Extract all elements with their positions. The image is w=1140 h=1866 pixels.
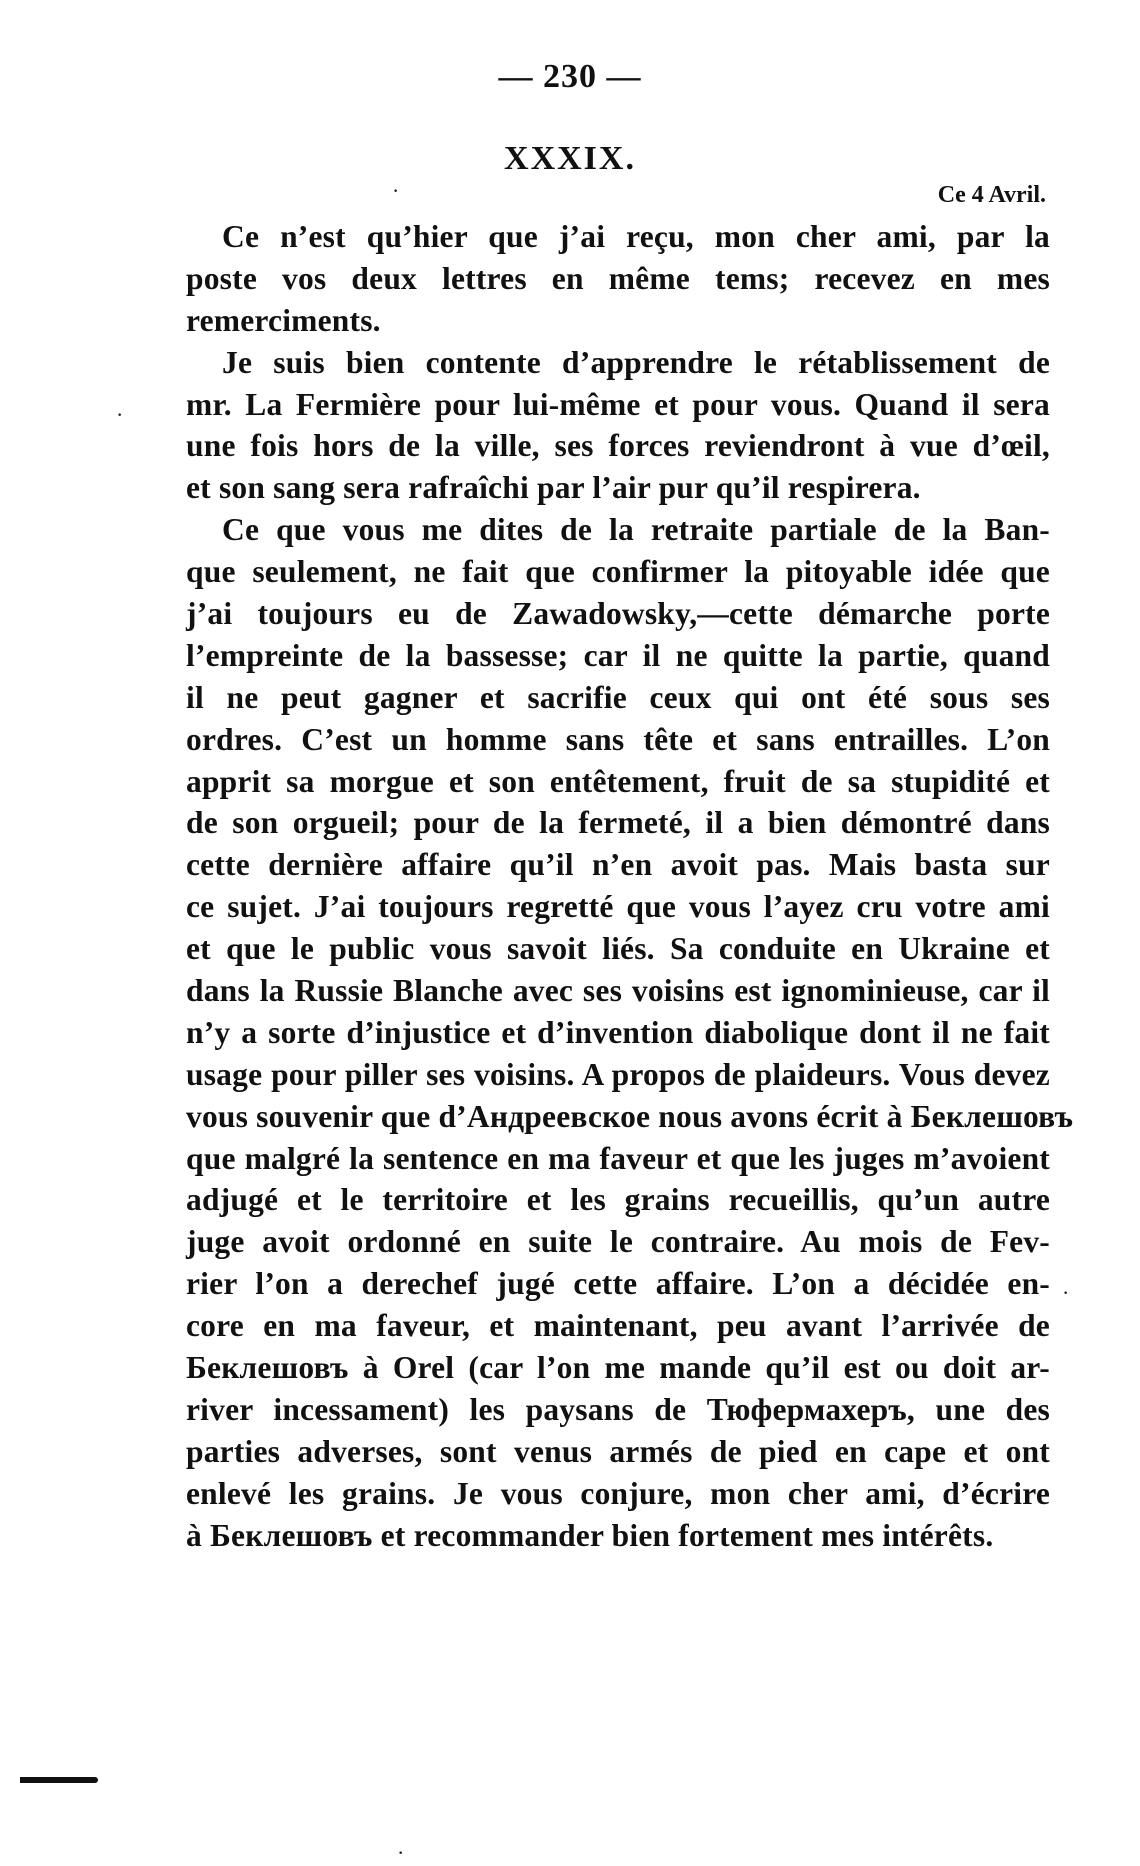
page-number: — 230 — — [498, 58, 642, 95]
paragraph-3 — [186, 509, 1074, 1556]
text-line: ordres. C’est un homme sans tête et sans entrailles. L’on — [186, 721, 1050, 757]
text-line: apprit sa morgue et son entêtement, fruit de sa stupidité et — [186, 763, 1050, 799]
text-line: que malgré la sentence en ma faveur et que les juges m’avoient — [186, 1140, 1050, 1176]
margin-dot: · — [397, 1840, 405, 1865]
text-line: Je suis bien contente d’apprendre le rétablissement de — [222, 344, 1050, 380]
text-line: il ne peut gagner et sacrifie ceux qui ont été sous ses — [186, 679, 1050, 715]
text-line: juge avoit ordonné en suite le contraire. Au mois de Fev- — [186, 1224, 1050, 1260]
text-line: poste vos deux lettres en même tems; recevez en mes — [186, 260, 1050, 296]
text-line: et son sang sera rafraîchi par l’air pur qu’il respirera. — [186, 470, 921, 506]
text-line: adjugé et le territoire et les grains recueillis, qu’un autre — [186, 1182, 1050, 1218]
text-line: ce sujet. J’ai toujours regretté que vous l’ayez cru votre ami — [186, 889, 1050, 925]
text-line: l’empreinte de la bassesse; car il ne quitte la partie, quand — [186, 637, 1050, 673]
text-line: Беклешовъ à Orel (car l’on me mande qu’il est ou doit ar- — [186, 1350, 1050, 1386]
text-line: vous souvenir que d’Андреевское nous avons écrit à Беклешовъ — [186, 1098, 1074, 1134]
text-line: dans la Russie Blanche avec ses voisins est ignominieuse, car il — [186, 973, 1050, 1009]
margin-dot: · — [116, 402, 124, 427]
footer-rule — [20, 1777, 98, 1783]
text-line: mr. La Fermière pour lui-même et pour vous. Quand il sera — [186, 386, 1050, 422]
text-line: de son orgueil; pour de la fermeté, il a bien démontré dans — [186, 805, 1050, 841]
text-line: Ce n’est qu’hier que j’ai reçu, mon cher ami, par la — [222, 219, 1050, 254]
text-line: n’y a sorte d’injustice et d’invention diabolique dont il ne fait — [186, 1014, 1050, 1050]
text-line: river incessament) les paysans de Тюфермахеръ, une des — [186, 1391, 1050, 1427]
paragraph-2 — [186, 342, 1050, 510]
text-line: Ce que vous me dites de la retraite partiale de la Ban- — [222, 512, 1050, 548]
margin-dot: · — [1062, 1280, 1070, 1305]
text-line: remerciments. — [186, 302, 381, 338]
text-line: j’ai toujours eu de Zawadowsky,—cette démarche porte — [186, 596, 1050, 632]
text-line: une fois hors de la ville, ses forces reviendront à vue d’œil, — [186, 428, 1050, 464]
text-line: rier l’on a derechef jugé cette affaire. L’on a décidée en- — [186, 1266, 1050, 1302]
text-line: cette dernière affaire qu’il n’en avoit pas. Mais basta sur — [186, 847, 1050, 883]
text-line: parties adverses, sont venus armés de pied en cape et ont — [186, 1433, 1050, 1469]
text-line: core en ma faveur, et maintenant, peu avant l’arrivée de — [186, 1308, 1050, 1344]
margin-dot: · — [392, 178, 400, 203]
text-line: usage pour piller ses voisins. A propos de plaideurs. Vous devez — [186, 1056, 1050, 1092]
dateline: Ce 4 Avril. — [937, 182, 1046, 208]
text-line: que seulement, ne fait que confirmer la pitoyable idée que — [186, 554, 1050, 590]
section-heading: XXXIX. — [504, 140, 636, 177]
text-line: à Беклешовъ et recommander bien fortement mes intérêts. — [186, 1517, 994, 1553]
text-line: enlevé les grains. Je vous conjure, mon cher ami, d’écrire — [186, 1475, 1050, 1511]
paragraph-1 — [186, 216, 1050, 342]
letter-body — [186, 216, 1074, 1557]
text-line: et que le public vous savoit liés. Sa conduite en Ukraine et — [186, 931, 1050, 967]
